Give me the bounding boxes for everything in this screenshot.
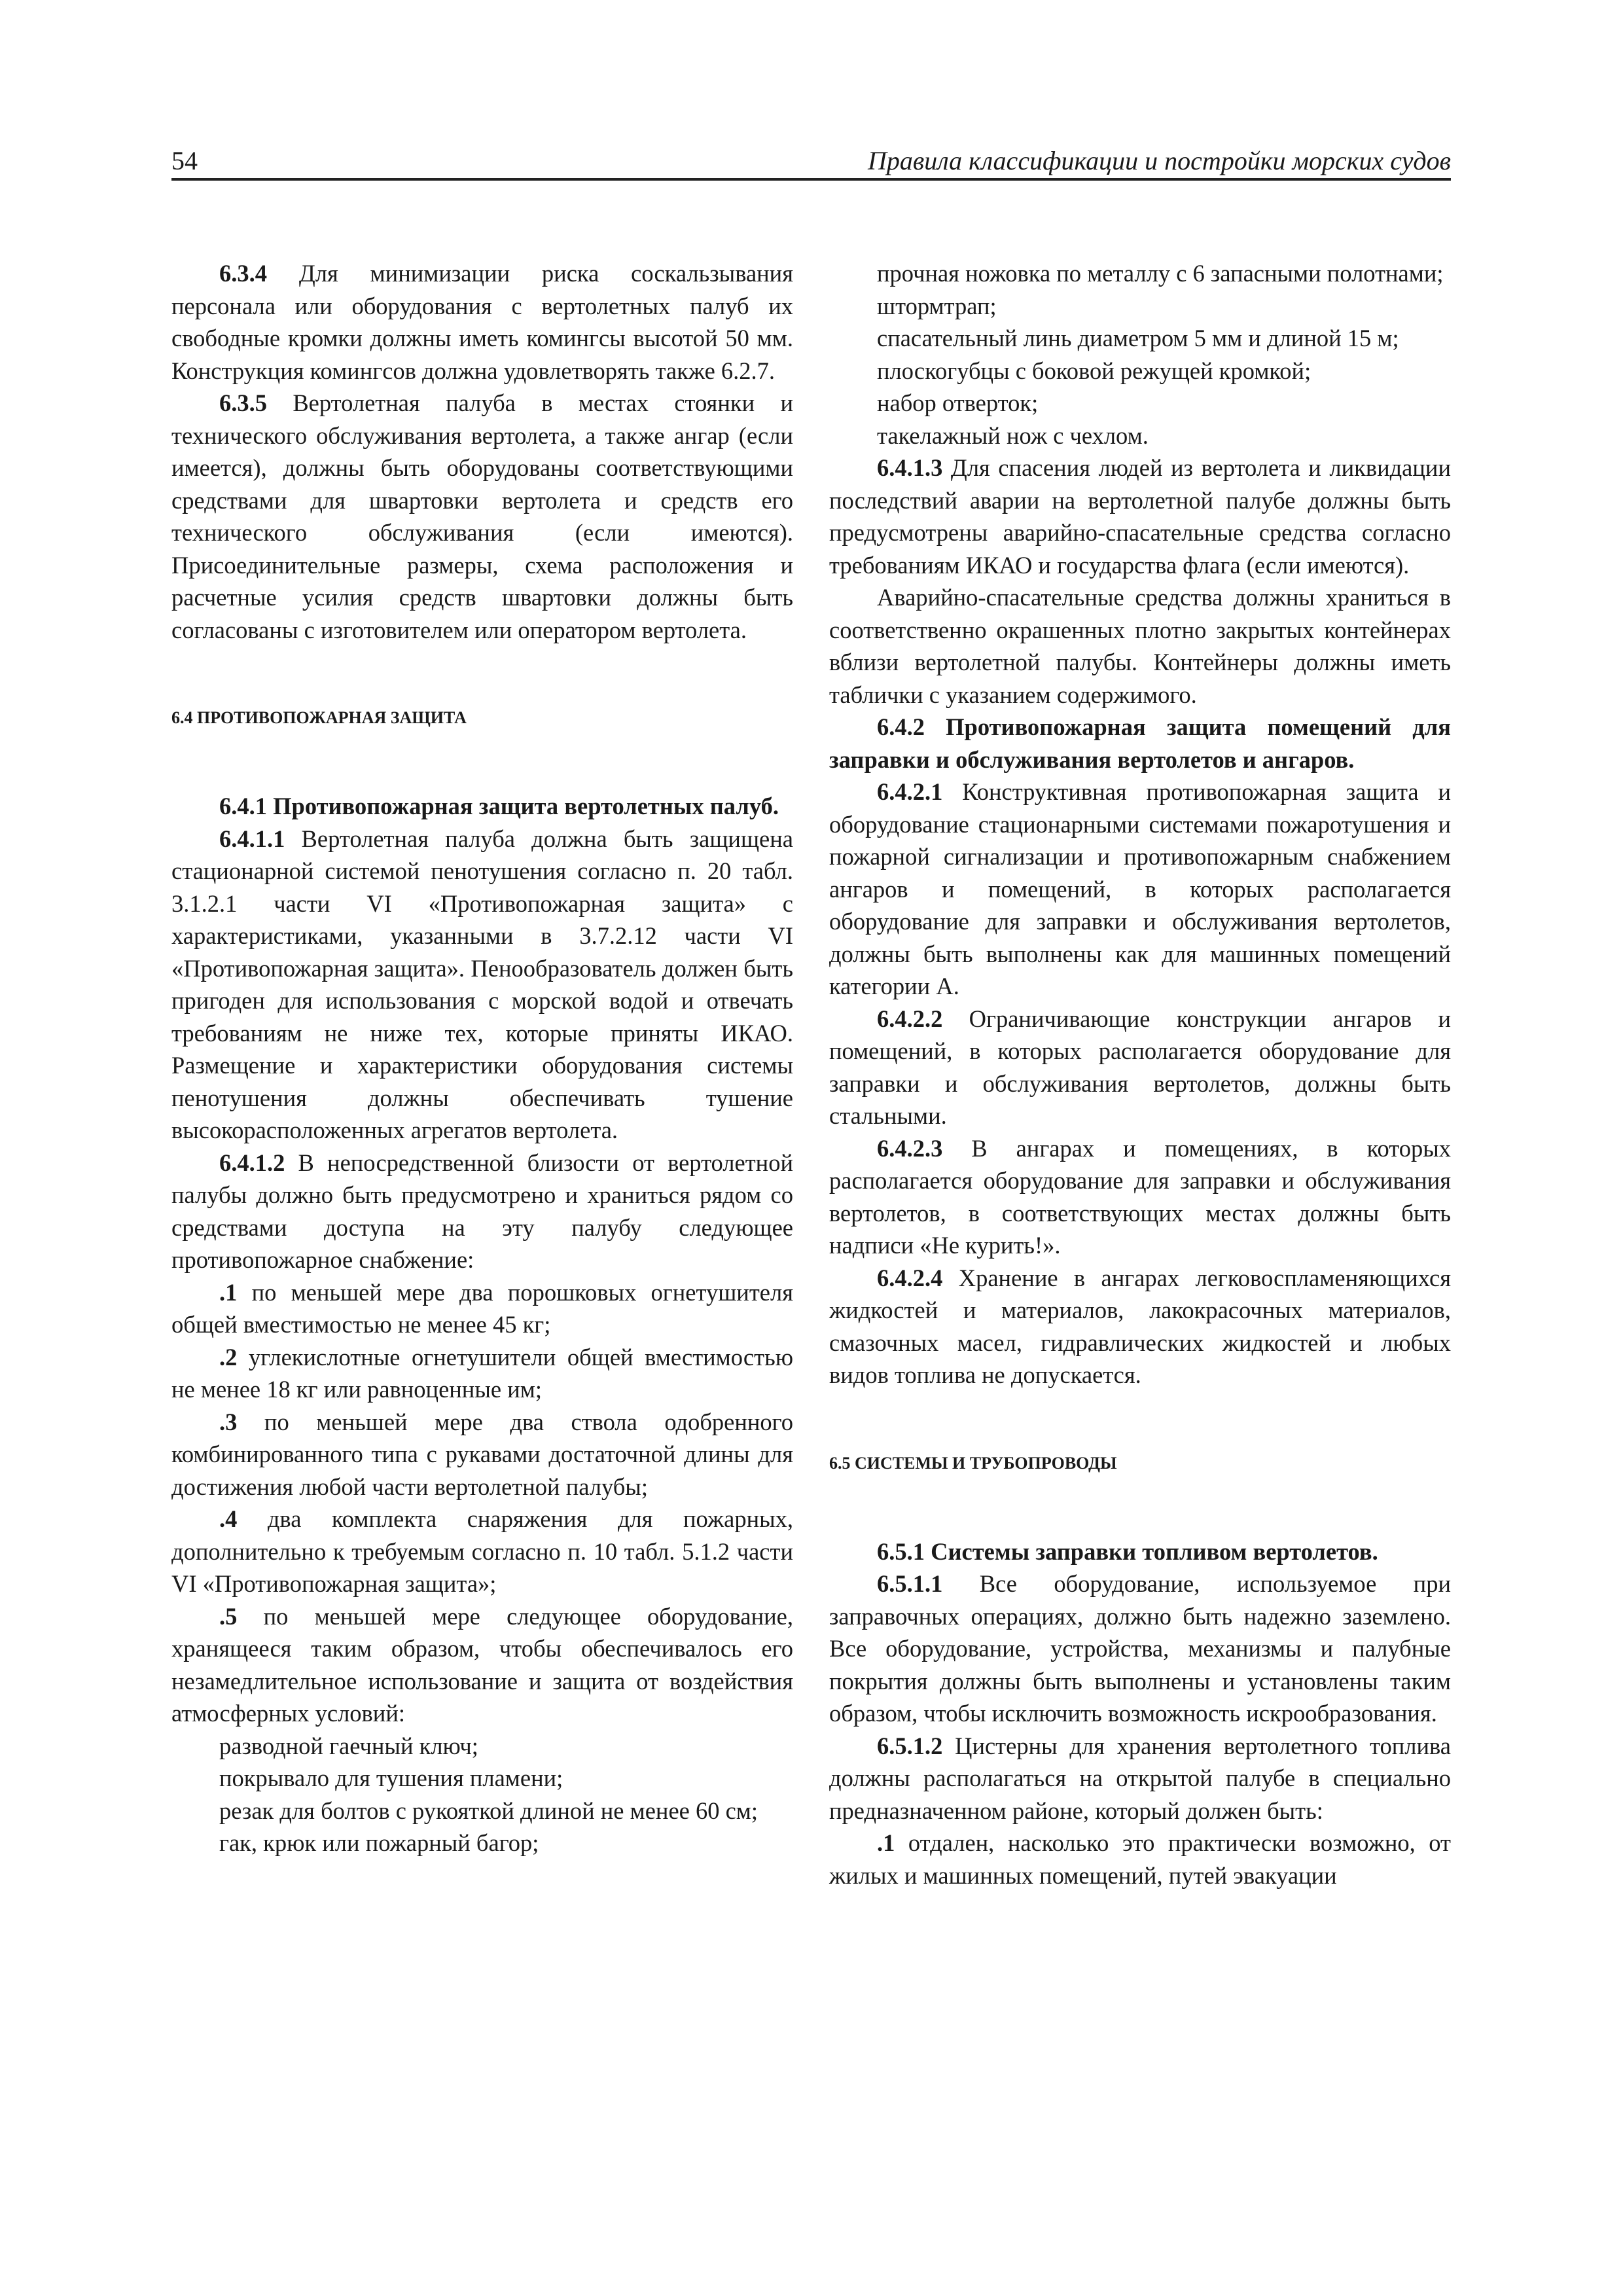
list-item-1 [829,1827,1451,1892]
list-item-text: отдален, насколько это практически возможно, от жилых и машинных помещений, путей эвакуации [829,1829,1451,1889]
right-column [829,257,1451,1892]
clause-number: 6.3.4 [219,260,267,287]
list-item-number: .5 [219,1602,238,1630]
clause-number: 6.4.1.3 [877,454,943,481]
list-item-text: углекислотные огнетушители общей вместимостью не менее 18 кг или равноценные им; [171,1343,793,1403]
page-header [171,145,1451,178]
left-column [171,257,793,1859]
clause-number: 6.4.2.3 [877,1134,943,1162]
clause-text: Хранение в ангарах легковоспламеняющихся жидкостей и материалов, лакокрасочных материалов, смазочных масел, гидравлических жидкостей и любых видов топлива не допускается. [829,1264,1451,1388]
equipment-item: гак, крюк или пожарный багор; [219,1829,539,1856]
clause-text: Цистерны для хранения вертолетного топлива должны располагаться на открытой палубе в специально предназначенном районе, который должен быть: [829,1732,1451,1824]
list-item-4 [171,1503,793,1600]
equipment-item: резак для болтов с рукояткой длиной не менее 60 см; [219,1797,758,1824]
paragraph-6-4-1-2 [171,1147,793,1276]
clause-number: 6.5.1.1 [877,1570,943,1597]
clause-text: Для спасения людей из вертолета и ликвидации последствий аварии на вертолетной палубе должны быть предусмотрены аварийно-спасательные средства согласно требованиям ИКАО и государства флага (если имеются). [829,454,1451,579]
clause-number: 6.4.2.1 [877,778,943,805]
list-item-text: два комплекта снаряжения для пожарных, дополнительно к требуемым согласно п. 10 табл. 5.1.2 части VI «Противопожарная защита»; [171,1505,793,1597]
header-rule [171,178,1451,181]
clause-number: 6.4.2.2 [877,1005,943,1032]
list-item-number: .3 [219,1408,238,1435]
paragraph-6-4-2-1 [829,776,1451,1003]
paragraph-6-4-2-4 [829,1262,1451,1391]
paragraph-6-4-1-1 [171,823,793,1147]
clause-text: Вертолетная палуба должна быть защищена стационарной системой пенотушения согласно п. 20 табл. 3.1.2.1 части VI «Противопожарная защита» с характеристиками, указанными в 3.7.2.12 части VI «Противопожарная защита». Пенообразователь должен быть пригоден для использования с морской водой и отвечать требованиям не ниже тех, которые приняты ИКАО. Размещение и характеристики оборудования системы пенотушения должны обеспечивать тушение высокорасположенных агрегатов вертолета. [171,825,793,1143]
paragraph-6-3-4 [171,257,793,387]
clause-text: Все оборудование, используемое при заправочных операциях, должно быть надежно заземлено. Все оборудование, устройства, механизмы и палубные покрытия должны быть выполнены и установлены таким образом, чтобы исключить возможность искрообразования. [829,1570,1451,1727]
list-item-text: по меньшей мере два ствола одобренного комбинированного типа с рукавами достаточной длины для достижения любой части вертолетной палубы; [171,1408,793,1500]
heading-6-5-1: 6.5.1 Системы заправки топливом вертолетов. [877,1537,1378,1565]
list-item-3 [171,1406,793,1503]
equipment-item: такелажный нож с чехлом. [877,422,1149,449]
heading-6-4-2: 6.4.2 Противопожарная защита помещений для заправки и обслуживания вертолетов и ангаров. [829,713,1451,773]
clause-text: В непосредственной близости от вертолетной палубы должно быть предусмотрено и храниться рядом со средствами доступа на эту палубу следующее противопожарное снабжение: [171,1149,793,1273]
list-item-number: .2 [219,1343,238,1371]
equipment-item: покрывало для тушения пламени; [219,1765,563,1791]
running-title: Правила классификации и постройки морских судов [867,146,1451,175]
paragraph-6-5-1-2 [829,1730,1451,1827]
list-item-number: .4 [219,1505,238,1532]
equipment-item: прочная ножовка по металлу с 6 запасными полотнами; [877,260,1444,287]
heading-6-4-1: 6.4.1 Противопожарная защита вертолетных палуб. [219,793,779,819]
clause-number: 6.5.1.2 [877,1732,943,1759]
clause-text: Вертолетная палуба в местах стоянки и технического обслуживания вертолета, а также ангар (если имеется), должны быть оборудованы соответствующими средствами для швартовки вертолета и средств его технического обслуживания (если имеются). Присоединительные размеры, схема расположения и расчетные усилия средств швартовки должны быть согласованы с изготовителем или оператором вертолета. [171,389,793,643]
section-title-6-4: 6.4 ПРОТИВОПОЖАРНАЯ ЗАЩИТА [171,708,467,727]
clause-number: 6.4.1.1 [219,825,285,852]
paragraph-6-4-2-3 [829,1132,1451,1262]
paragraph-6-5-1-1 [829,1568,1451,1730]
clause-text: Для минимизации риска соскальзывания персонала или оборудования с вертолетных палуб их свободные кромки должны иметь комингсы высотой 50 мм. Конструкция комингсов должна удовлетворять также 6.2.7. [171,260,793,384]
paragraph-6-4-1-3 [829,452,1451,581]
page-number: 54 [171,146,198,175]
list-item-text: по меньшей мере два порошковых огнетушителя общей вместимостью не менее 45 кг; [171,1278,793,1338]
section-title-6-5: 6.5 СИСТЕМЫ И ТРУБОПРОВОДЫ [829,1453,1117,1473]
clause-number: 6.4.2.4 [877,1264,943,1291]
equipment-item: штормтрап; [877,292,997,319]
equipment-item: плоскогубцы с боковой режущей кромкой; [877,357,1311,384]
paragraph-6-4-2-2 [829,1003,1451,1132]
list-item-5 [171,1600,793,1730]
equipment-item: набор отверток; [877,389,1039,416]
list-item-1 [171,1276,793,1341]
list-item-text: по меньшей мере следующее оборудование, хранящееся таким образом, чтобы обеспечивалось его незамедлительное использование и защита от воздействия атмосферных условий: [171,1602,793,1727]
equipment-item: спасательный линь диаметром 5 мм и длиной 15 м; [877,325,1399,351]
clause-text: Конструктивная противопожарная защита и оборудование стационарными системами пожаротушения и пожарной сигнализации и противопожарным снабжением ангаров и помещений, в которых располагается оборудование для заправки и обслуживания вертолетов, должны быть выполнены как для машинных помещений категории А. [829,778,1451,999]
equipment-item: разводной гаечный ключ; [219,1732,478,1759]
clause-text: В ангарах и помещениях, в которых располагается оборудование для заправки и обслуживания вертолетов, в соответствующих местах должны быть надписи «Не курить!». [829,1134,1451,1259]
clause-number: 6.3.5 [219,389,267,416]
paragraph-6-3-5 [171,387,793,646]
list-item-2 [171,1341,793,1406]
list-item-number: .1 [219,1278,238,1306]
paragraph-6-4-1-3-continued: Аварийно-спасательные средства должны храниться в соответственно окрашенных плотно закрытых контейнерах вблизи вертолетной палубы. Контейнеры должны иметь таблички с указанием содержимого. [829,584,1451,708]
clause-text: Ограничивающие конструкции ангаров и помещений, в которых располагается оборудование для заправки и обслуживания вертолетов, должны быть стальными. [829,1005,1451,1129]
list-item-number: .1 [877,1829,895,1856]
clause-number: 6.4.1.2 [219,1149,285,1176]
